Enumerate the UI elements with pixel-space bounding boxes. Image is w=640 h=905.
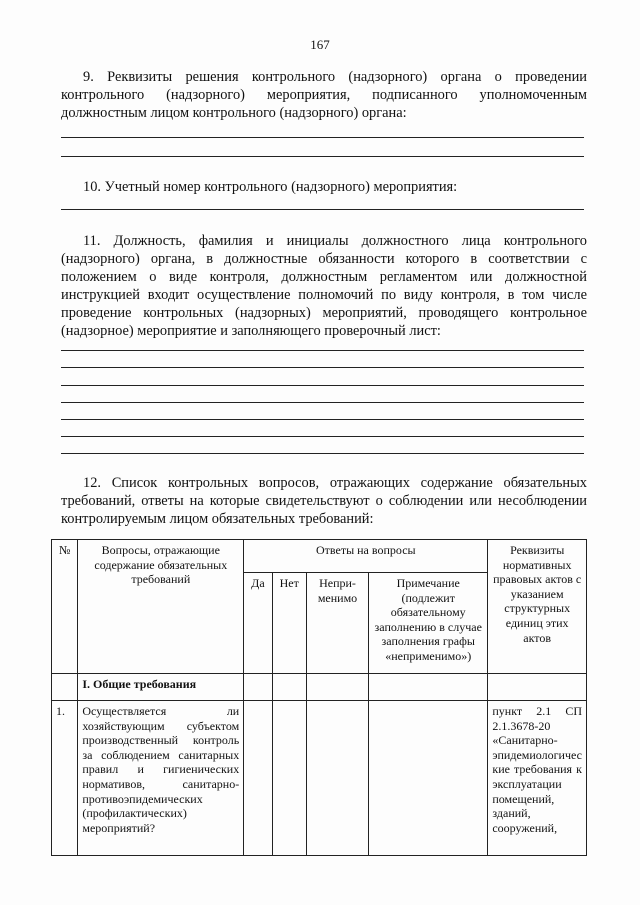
row-yes-cell[interactable] (244, 701, 272, 856)
header-questions: Вопросы, отражающие содержание обязательных требований (78, 540, 244, 674)
table-header-row (52, 540, 587, 573)
header-num: № (52, 540, 78, 674)
section-row (52, 674, 587, 701)
fill-line (61, 209, 584, 210)
fill-line (61, 402, 584, 403)
row-note-cell[interactable] (369, 701, 488, 856)
fill-line (61, 156, 584, 157)
header-requisites: Реквизиты нормативных правовых актов с указанием структурных единиц этих актов (488, 540, 587, 674)
table-row (52, 701, 587, 856)
fill-line (61, 436, 584, 437)
section-9-text: 9. Реквизиты решения контрольного (надзорного) органа о проведении контрольного (надзорного) мероприятия, подписанного уполномоченным должностным лицом контрольного (надзорного) органа: (61, 69, 587, 121)
checklist-table (51, 539, 587, 856)
fill-line (61, 453, 584, 454)
fill-line (61, 137, 584, 138)
section-12-text: 12. Список контрольных вопросов, отражающих содержание обязательных требований, ответы на которые свидетельствуют о соблюдении или несоблюдении контролируемым лицом обязательных требований: (61, 475, 587, 527)
fill-line (61, 350, 584, 351)
header-answers: Ответы на вопросы (244, 540, 488, 573)
header-not-applicable: Непри-менимо (306, 573, 368, 674)
row-na-cell[interactable] (306, 701, 368, 856)
fill-line (61, 419, 584, 420)
header-note: Примечание (подлежит обязательному заполнению в случае заполнения графы «неприменимо») (369, 573, 488, 674)
page-number: 167 (310, 37, 330, 52)
row-question: Осуществляется ли хозяйствующим субъектом производственный контроль за соблюдением санитарных правил и гигиенических нормативов, санитарно-противоэпидемических (профилактических) мероприятий? (78, 701, 244, 856)
fill-line (61, 385, 584, 386)
row-num: 1. (52, 701, 78, 856)
section-11-text: 11. Должность, фамилия и инициалы должностного лица контрольного (надзорного) органа, в должностные обязанности которого в соответствии с положением о виде контроля, должностным регламентом или должностной инструкцией входит осуществление полномочий по виду контроля, в том числе проведение контрольных (надзорных) мероприятий, проводящего контрольное (надзорное) мероприятие и заполняющего проверочный лист: (61, 233, 587, 339)
section-title: I. Общие требования (78, 674, 244, 701)
fill-line (61, 367, 584, 368)
row-no-cell[interactable] (272, 701, 306, 856)
header-yes: Да (244, 573, 272, 674)
row-requisites: пункт 2.1 СП 2.1.3678-20 «Санитарно-эпидемиологичес кие требования к эксплуатации помещений, зданий, сооружений, (488, 701, 587, 856)
header-no: Нет (272, 573, 306, 674)
section-10-text: 10. Учетный номер контрольного (надзорного) мероприятия: (83, 179, 458, 195)
